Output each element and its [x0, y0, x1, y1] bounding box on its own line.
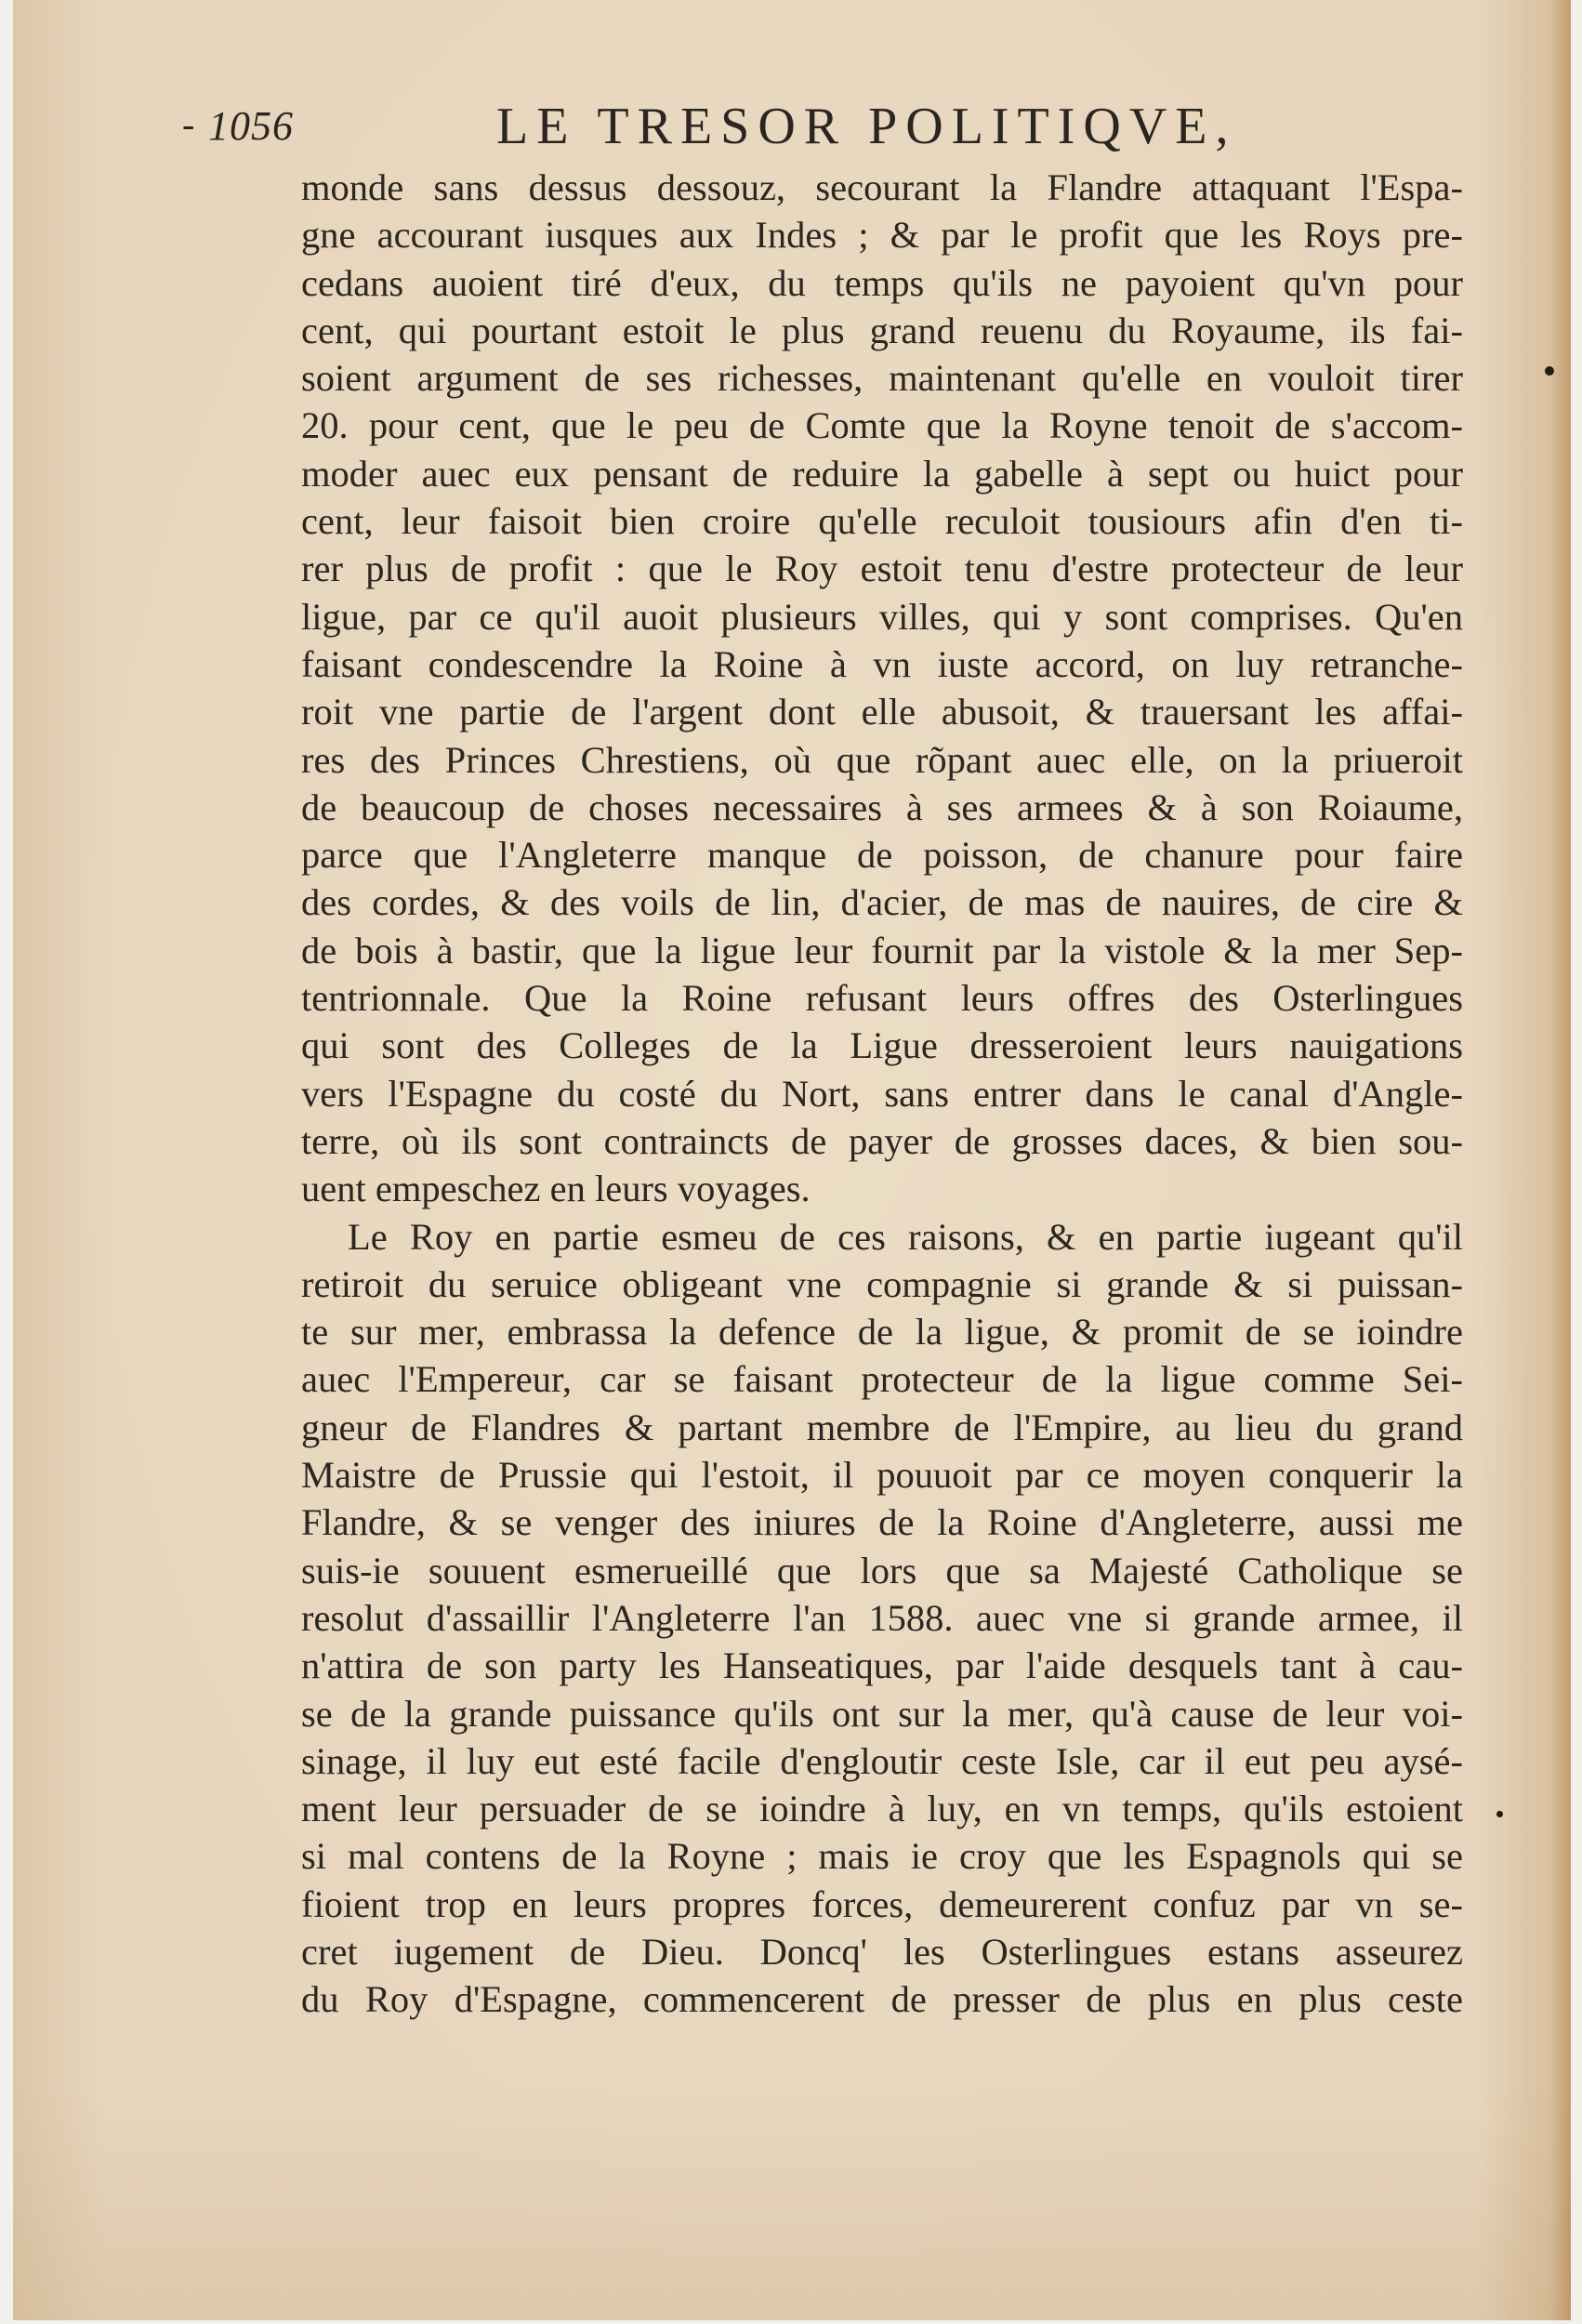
text-line: du Roy d'Espagne, commencerent de presser de plus en plus ceste — [301, 1978, 1463, 2021]
text-line: Le Roy en partie esmeu de ces raisons, & en partie iugeant qu'il — [348, 1215, 1463, 1258]
text-line: resolut d'assaillir l'Angleterre l'an 1588. auec vne si grande armee, il — [301, 1596, 1463, 1639]
text-line: cent, leur faisoit bien croire qu'elle reculoit tousiours afin d'en ti- — [301, 500, 1463, 543]
text-line: de bois à bastir, que la ligue leur fournit par la vistole & la mer Sep- — [301, 929, 1463, 971]
text-line: gne accourant iusques aux Indes ; & par le profit que les Roys pre- — [301, 214, 1463, 257]
running-title: LE TRESOR POLITIQVE, — [496, 98, 1237, 155]
paragraph-2 — [301, 1213, 1463, 2024]
body-text — [301, 164, 1463, 2024]
text-line: tentrionnale. Que la Roine refusant leurs offres des Osterlingues — [301, 977, 1463, 1020]
text-line: sinage, il luy eut esté facile d'engloutir ceste Isle, car il eut peu aysé- — [301, 1739, 1463, 1782]
text-line: se de la grande puissance qu'ils ont sur la mer, qu'à cause de leur voi- — [301, 1692, 1463, 1735]
text-line: roit vne partie de l'argent dont elle abusoit, & trauersant les affai- — [301, 691, 1463, 733]
text-line: gneur de Flandres & partant membre de l'Empire, au lieu du grand — [301, 1406, 1463, 1448]
ink-spot — [1496, 1811, 1503, 1817]
folio-dash: - — [182, 103, 195, 145]
text-line: qui sont des Colleges de la Ligue dresseroient leurs nauigations — [301, 1024, 1463, 1067]
text-line: cent, qui pourtant estoit le plus grand reuenu du Royaume, ils fai- — [301, 309, 1463, 351]
text-line: parce que l'Angleterre manque de poisson, de chanure pour faire — [301, 834, 1463, 877]
text-line: de beaucoup de choses necessaires à ses armees & à son Roiaume, — [301, 786, 1463, 828]
text-line: cret iugement de Dieu. Doncq' les Osterlingues estans asseurez — [301, 1930, 1463, 1973]
paragraph-1 — [301, 164, 1463, 1213]
text-line: faisant condescendre la Roine à vn iuste accord, on luy retranche- — [301, 642, 1463, 685]
text-line: uent empeschez en leurs voyages. — [301, 1168, 811, 1210]
text-line: retiroit du seruice obligeant vne compagnie si grande & si puissan- — [301, 1262, 1463, 1305]
text-line: fioient trop en leurs propres forces, demeurerent confuz par vn se- — [301, 1882, 1463, 1925]
text-line: rer plus de profit : que le Roy estoit tenu d'estre protecteur de leur — [301, 548, 1463, 590]
running-head — [182, 98, 1454, 167]
text-line: moder auec eux pensant de reduire la gabelle à sept ou huict pour — [301, 452, 1463, 495]
page-number: 1056 — [208, 103, 294, 149]
text-line: ment leur persuader de se ioindre à luy, en vn temps, qu'ils estoient — [301, 1788, 1463, 1830]
text-line: auec l'Empereur, car se faisant protecteur de la ligue comme Sei- — [301, 1358, 1463, 1401]
text-line: 20. pour cent, que le peu de Comte que la Royne tenoit de s'accom- — [301, 404, 1463, 447]
ink-spot — [1545, 366, 1554, 376]
text-line: soient argument de ses richesses, maintenant qu'elle en vouloit tirer — [301, 357, 1463, 400]
text-line: te sur mer, embrassa la defence de la ligue, & promit de se ioindre — [301, 1311, 1463, 1353]
book-page — [13, 0, 1571, 2320]
text-line: vers l'Espagne du costé du Nort, sans entrer dans le canal d'Angle- — [301, 1072, 1463, 1115]
text-line: suis-ie souuent esmerueillé que lors que sa Majesté Catholique se — [301, 1549, 1463, 1591]
text-line: Maistre de Prussie qui l'estoit, il pouuoit par ce moyen conquerir la — [301, 1454, 1463, 1497]
text-line: si mal contens de la Royne ; mais ie croy que les Espagnols qui se — [301, 1835, 1463, 1878]
text-line: n'attira de son party les Hanseatiques, par l'aide desquels tant à cau- — [301, 1644, 1463, 1687]
text-line: des cordes, & des voils de lin, d'acier, de mas de nauires, de cire & — [301, 881, 1463, 924]
text-line: terre, où ils sont contraincts de payer de grosses daces, & bien sou- — [301, 1119, 1463, 1162]
text-line: monde sans dessus dessouz, secourant la Flandre attaquant l'Espa- — [301, 166, 1463, 208]
text-line: cedans auoient tiré d'eux, du temps qu'ils ne payoient qu'vn pour — [301, 261, 1463, 304]
text-line: Flandre, & se venger des iniures de la Roine d'Angleterre, aussi me — [301, 1501, 1463, 1544]
text-line: res des Princes Chrestiens, où que rõpant auec elle, on la priueroit — [301, 738, 1463, 781]
text-line: ligue, par ce qu'il auoit plusieurs villes, qui y sont comprises. Qu'en — [301, 595, 1463, 638]
